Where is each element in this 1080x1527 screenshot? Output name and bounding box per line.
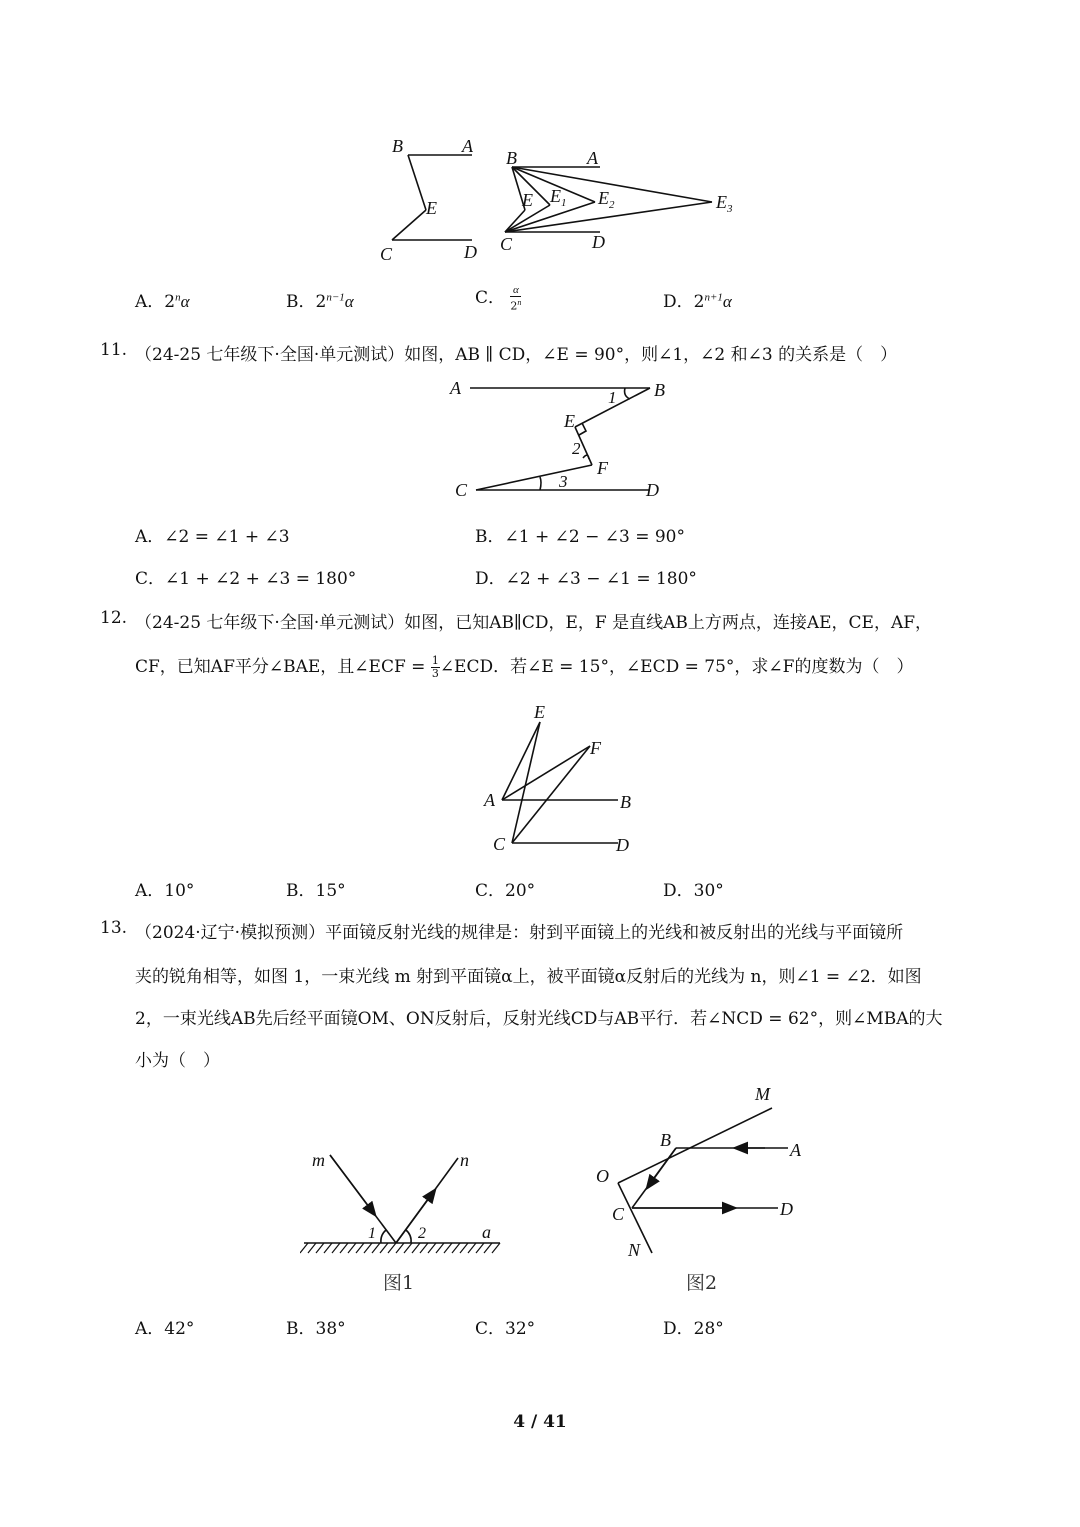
hatch-mark bbox=[428, 1243, 436, 1253]
hatch-mark bbox=[404, 1243, 412, 1253]
q12-fraction: $\frac{1}{3}$ bbox=[431, 654, 439, 680]
q12-stem-line1: （24-25 七年级下·全国·单元测试）如图，已知AB∥CD，E，F 是直线AB上方两点，连接AE，CE，AF， bbox=[135, 613, 933, 633]
hatch-mark bbox=[396, 1243, 404, 1253]
q11-label-d: D bbox=[646, 480, 659, 500]
q11-label-e: E bbox=[564, 411, 575, 431]
q13-fig1-angle-1: 1 bbox=[368, 1225, 376, 1242]
q13-option-a[interactable]: A．42° bbox=[135, 1319, 195, 1339]
q11-number: 11. bbox=[100, 340, 128, 360]
hatch-mark bbox=[356, 1243, 364, 1253]
q10-left-label-e: E bbox=[426, 198, 437, 218]
q13-fig1-caption: 图1 bbox=[383, 1272, 415, 1294]
q12-label-d: D bbox=[616, 835, 629, 855]
q11-option-c[interactable]: C．∠1 + ∠2 + ∠3 = 180° bbox=[135, 569, 357, 589]
hatch-mark bbox=[484, 1243, 492, 1253]
q12-number: 12. bbox=[100, 608, 128, 628]
q13-stem-line2: 夹的锐角相等，如图 1，一束光线 m 射到平面镜α上，被平面镜α反射后的光线为 n，则∠1 = ∠2．如图 bbox=[135, 967, 922, 987]
q10-left-label-b: B bbox=[392, 136, 403, 156]
q13-fig2-label-n: N bbox=[628, 1240, 641, 1260]
hatch-mark bbox=[372, 1243, 380, 1253]
hatch-mark bbox=[364, 1243, 372, 1253]
q11-label-f: F bbox=[597, 458, 608, 478]
q13-fig2-caption: 图2 bbox=[686, 1272, 718, 1294]
q10-left-label-d: D bbox=[464, 242, 477, 262]
q13-fig1-label-n: n bbox=[460, 1150, 469, 1170]
q10-right-label-e1: $E_1$ bbox=[550, 186, 567, 209]
hatch-mark bbox=[380, 1243, 388, 1253]
q11-option-d[interactable]: D．∠2 + ∠3 − ∠1 = 180° bbox=[475, 569, 697, 589]
q13-stem-line3: 2，一束光线AB先后经平面镜OM、ON反射后，反射光线CD与AB平行．若∠NCD = 62°，则∠MBA的大 bbox=[135, 1009, 943, 1029]
q12-option-a[interactable]: A．10° bbox=[135, 881, 195, 901]
hatch-mark bbox=[452, 1243, 460, 1253]
q10-left-label-c: C bbox=[380, 244, 393, 264]
hatch-mark bbox=[476, 1243, 484, 1253]
hatch-mark bbox=[388, 1243, 396, 1253]
q10-right-label-e3: $E_3$ bbox=[716, 192, 733, 215]
q13-stem-line1: （2024·辽宁·模拟预测）平面镜反射光线的规律是：射到平面镜上的光线和被反射出的光线与平面镜所 bbox=[135, 923, 904, 943]
q11-angle-2: 2 bbox=[572, 439, 581, 458]
q13-fig2-label-m: M bbox=[755, 1084, 770, 1104]
hatch-mark bbox=[308, 1243, 316, 1253]
q10-option-b[interactable]: B．$2^{n-1}\alpha$ bbox=[286, 291, 354, 312]
q11-option-b[interactable]: B．∠1 + ∠2 − ∠3 = 90° bbox=[475, 527, 685, 547]
q11-label-a: A bbox=[450, 378, 461, 398]
hatch-mark bbox=[348, 1243, 356, 1253]
q11-stem bbox=[135, 340, 897, 365]
q13-fig2-label-o: O bbox=[596, 1166, 609, 1186]
hatch-mark bbox=[420, 1243, 428, 1253]
hatch-mark bbox=[444, 1243, 452, 1253]
q13-fig2-label-a: A bbox=[790, 1140, 801, 1160]
q11-source: （24-25 七年级下·全国·单元测试） bbox=[135, 345, 405, 365]
q12-option-d[interactable]: D．30° bbox=[663, 881, 724, 901]
q10-right-label-c: C bbox=[500, 234, 513, 254]
q10-option-a[interactable]: A．2$^n$α bbox=[135, 291, 190, 312]
q13-number: 13. bbox=[100, 918, 128, 938]
q12-stem-line2: CF，已知AF平分∠BAE，且∠ECF = $\frac{1}{3}$ ∠ECD．若∠E = 15°，∠ECD = 75°，求∠F的度数为（ ） bbox=[135, 654, 914, 680]
q13-fig1-angle-2: 2 bbox=[418, 1225, 426, 1242]
hatch-mark bbox=[468, 1243, 476, 1253]
hatch-mark bbox=[436, 1243, 444, 1253]
hatch-mark bbox=[460, 1243, 468, 1253]
q11-figure bbox=[440, 370, 680, 505]
q12-option-b[interactable]: B．15° bbox=[286, 881, 346, 901]
q12-label-c: C bbox=[493, 834, 506, 854]
hatch-mark bbox=[324, 1243, 332, 1253]
q10-right-label-b: B bbox=[506, 148, 517, 168]
page-number: 4 / 41 bbox=[513, 1412, 567, 1432]
q10-right-label-a: A bbox=[587, 148, 598, 168]
q10-option-d[interactable]: D．$2^{n+1}\alpha$ bbox=[663, 291, 732, 312]
hatch-mark bbox=[412, 1243, 420, 1253]
q13-option-c[interactable]: C．32° bbox=[475, 1319, 536, 1339]
q10-option-c-fraction: $\frac{\alpha}{2^n}$ bbox=[510, 284, 522, 313]
q12-option-c[interactable]: C．20° bbox=[475, 881, 536, 901]
q10-right-label-d: D bbox=[592, 232, 605, 252]
q10-left-label-a: A bbox=[462, 136, 473, 156]
q10-option-c[interactable]: C． $\frac{\alpha}{2^n}$ bbox=[475, 284, 522, 313]
q10-right-label-e: E bbox=[522, 190, 533, 210]
q12-label-e: E bbox=[534, 702, 545, 722]
q12-label-f: F bbox=[590, 738, 601, 758]
q13-fig1-label-m: m bbox=[312, 1150, 325, 1170]
q13-fig1-label-a: a bbox=[482, 1222, 491, 1242]
hatch-mark bbox=[300, 1243, 308, 1253]
q13-fig2-label-c: C bbox=[612, 1204, 625, 1224]
q11-angle-3: 3 bbox=[559, 472, 568, 491]
q13-fig2-label-b: B bbox=[660, 1130, 671, 1150]
q11-text: 如图，AB ∥ CD，∠E = 90°，则∠1，∠2 和∠3 的关系是（ ） bbox=[404, 345, 898, 365]
q13-fig2-label-d: D bbox=[780, 1199, 793, 1219]
q12-figure bbox=[478, 698, 648, 863]
q13-option-d[interactable]: D．28° bbox=[663, 1319, 724, 1339]
q13-stem-line4: 小为（ ） bbox=[135, 1051, 220, 1071]
q13-source: （2024·辽宁·模拟预测） bbox=[135, 923, 326, 943]
hatch-mark bbox=[316, 1243, 324, 1253]
hatch-mark bbox=[340, 1243, 348, 1253]
q10-figure bbox=[370, 130, 770, 270]
hatch-mark bbox=[492, 1243, 500, 1253]
q12-label-a: A bbox=[484, 790, 495, 810]
q13-mirror-hatching bbox=[300, 1243, 500, 1253]
q13-option-b[interactable]: B．38° bbox=[286, 1319, 346, 1339]
q12-label-b: B bbox=[620, 792, 631, 812]
q11-label-c: C bbox=[455, 480, 468, 500]
q12-source: （24-25 七年级下·全国·单元测试） bbox=[135, 613, 405, 633]
q11-angle-1: 1 bbox=[608, 388, 617, 407]
q13-figure-2 bbox=[590, 1078, 815, 1263]
q11-label-b: B bbox=[654, 380, 665, 400]
q11-option-a[interactable]: A．∠2 = ∠1 + ∠3 bbox=[135, 527, 290, 547]
q10-right-label-e2: $E_2$ bbox=[598, 188, 615, 211]
hatch-mark bbox=[332, 1243, 340, 1253]
